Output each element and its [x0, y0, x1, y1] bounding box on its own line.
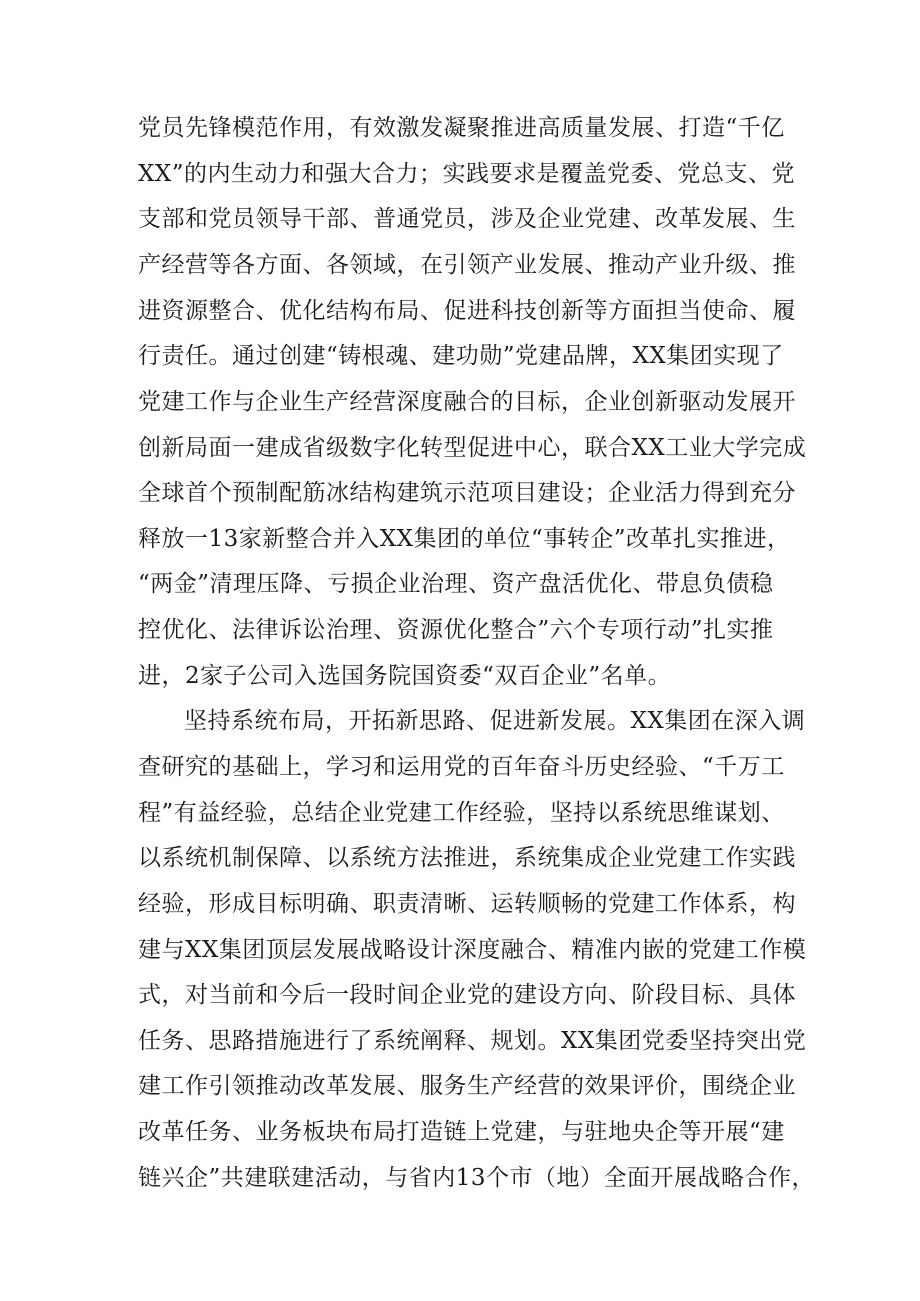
- text-line: 程”有益经验，总结企业党建工作经验，坚持以系统思维谋划、: [138, 800, 785, 826]
- paragraph-first-line: 坚持系统布局，开拓新思路、促进新发展。XX集团在深入调: [184, 708, 806, 734]
- text-line: 任务、思路措施进行了系统阐释、规划。XX集团党委坚持突出党: [138, 1028, 807, 1054]
- text-line: 链兴企”共建联建活动，与省内13个市（地）全面开展战略合作，: [138, 1165, 816, 1191]
- text-line: 全球首个预制配筋冰结构建筑示范项目建设；企业活力得到充分: [138, 480, 796, 506]
- text-line: 式，对当前和今后一段时间企业党的建设方向、阶段目标、具体: [138, 982, 796, 1008]
- text-line: 党建工作与企业生产经营深度融合的目标，企业创新驱动发展开: [138, 389, 796, 415]
- text-line: 建工作引领推动改革发展、服务生产经营的效果评价，围绕企业: [138, 1073, 796, 1099]
- text-line: 控优化、法律诉讼治理、资源优化整合”六个专项行动”扎实推: [138, 617, 774, 643]
- text-line: 查研究的基础上，学习和运用党的百年奋斗历史经验、“千万工: [138, 754, 785, 780]
- text-line: 释放一13家新整合并入XX集团的单位“事转企”改革扎实推进，: [138, 526, 791, 552]
- text-line: 经验，形成目标明确、职责清晰、运转顺畅的党建工作体系，构: [138, 891, 796, 917]
- text-line: 建与XX集团顶层发展战略设计深度融合、精准内嵌的党建工作模: [138, 937, 807, 963]
- text-line: 创新局面一建成省级数字化转型促进中心，联合XX工业大学完成: [138, 435, 807, 461]
- text-line: 行责任。通过创建“铸根魂、建功勋”党建品牌，XX集团实现了: [138, 343, 784, 369]
- text-line: 产经营等各方面、各领域，在引领产业发展、推动产业升级、推: [138, 252, 796, 278]
- text-line: 进，2家子公司入选国务院国资委“双百企业”名单。: [138, 663, 672, 689]
- text-line: 以系统机制保障、以系统方法推进，系统集成企业党建工作实践: [138, 845, 796, 871]
- text-line: 改革任务、业务板块布局打造链上党建，与驻地央企等开展“建: [138, 1119, 785, 1145]
- text-line: XX”的内生动力和强大合力；实践要求是覆盖党委、党总支、党: [138, 161, 796, 187]
- text-line: 进资源整合、优化结构布局、促进科技创新等方面担当使命、履: [138, 298, 796, 324]
- text-line: “两金”清理压降、亏损企业治理、资产盘活优化、带息负债稳: [138, 571, 774, 597]
- text-line: 党员先锋模范作用，有效激发凝聚推进高质量发展、打造“千亿: [138, 115, 785, 141]
- text-line: 支部和党员领导干部、普通党员，涉及企业党建、改革发展、生: [138, 206, 796, 232]
